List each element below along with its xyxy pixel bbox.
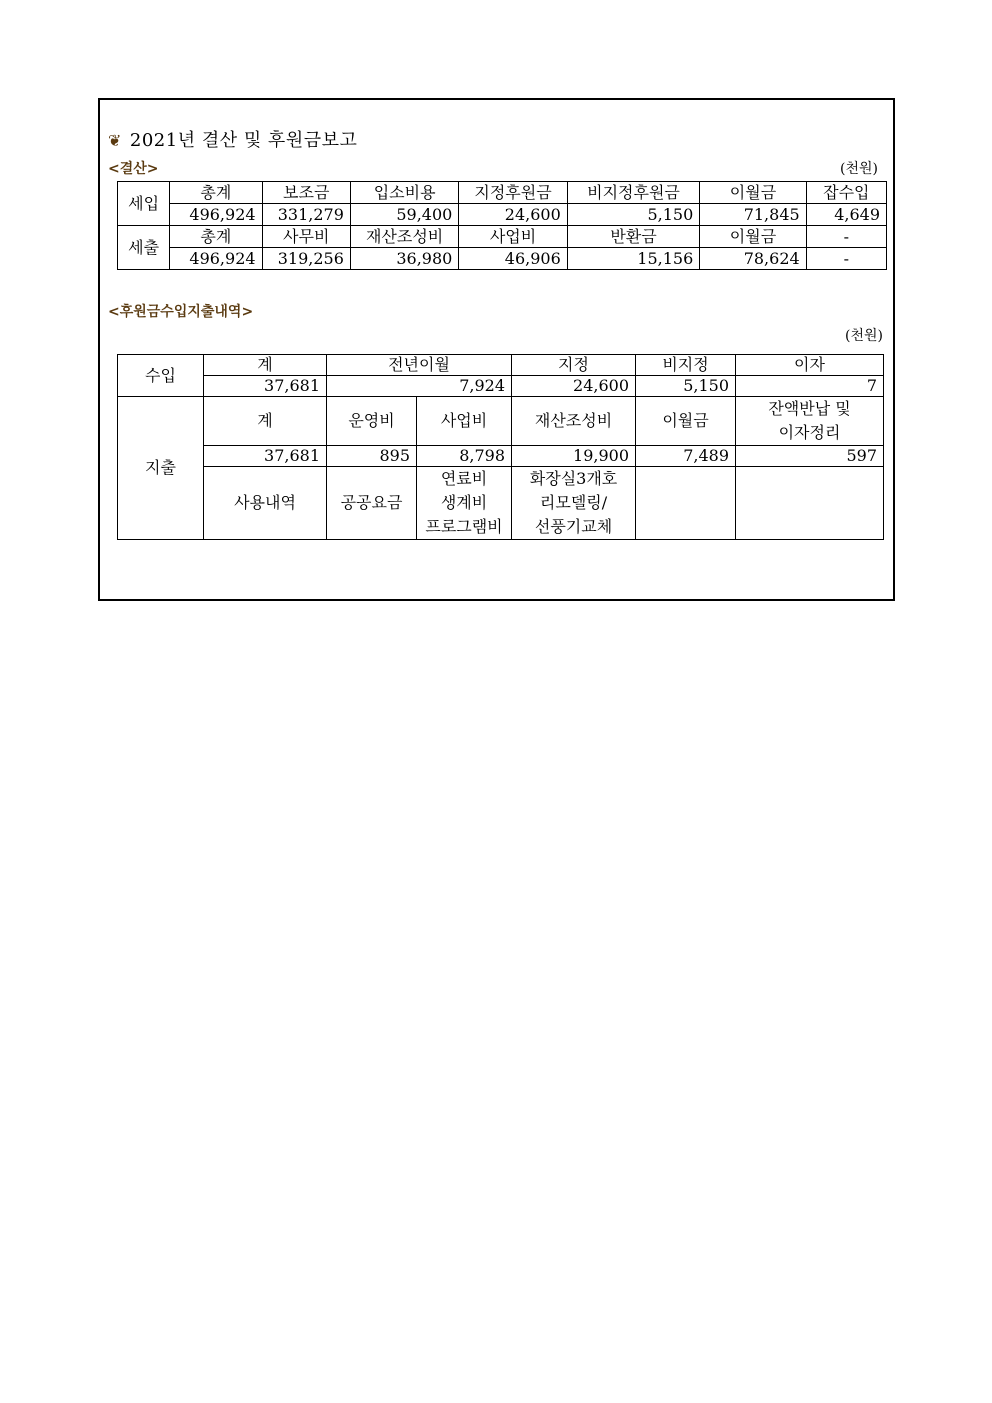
table-cell: 37,681 (204, 376, 327, 397)
table-cell: 4,649 (806, 204, 886, 226)
table-cell: 37,681 (204, 446, 327, 467)
table-cell: 사무비 (262, 226, 350, 248)
table-cell: - (806, 226, 886, 248)
donation-table (117, 354, 884, 540)
table-cell: 전년이월 (327, 355, 512, 376)
table-cell (736, 467, 884, 540)
settlement-table (117, 181, 887, 270)
table-cell: 사업비 (459, 226, 567, 248)
table-cell: 496,924 (170, 204, 262, 226)
donation-heading: <후원금수입지출내역> (108, 304, 254, 320)
expense-label: 지출 (118, 397, 204, 540)
table-cell: 895 (327, 446, 417, 467)
table-cell: 5,150 (567, 204, 700, 226)
report-title-text: 2021년 결산 및 후원금보고 (129, 130, 358, 151)
table-cell: 319,256 (262, 248, 350, 270)
revenue-label: 세입 (118, 182, 170, 226)
income-value-row (118, 376, 884, 397)
table-cell: 46,906 (459, 248, 567, 270)
table-cell: 지정 (512, 355, 636, 376)
donation-unit: (천원) (845, 328, 883, 344)
expense-label: 세출 (118, 226, 170, 270)
table-cell: 총계 (170, 226, 262, 248)
table-cell: 78,624 (700, 248, 806, 270)
table-cell: 비지정 (636, 355, 736, 376)
table-cell: 7 (736, 376, 884, 397)
table-cell: 36,980 (350, 248, 458, 270)
expense-header-row (118, 226, 887, 248)
income-label: 수입 (118, 355, 204, 397)
table-cell: 입소비용 (350, 182, 458, 204)
table-cell: - (806, 248, 886, 270)
table-cell: 반환금 (567, 226, 700, 248)
table-cell: 잡수입 (806, 182, 886, 204)
table-cell: 7,489 (636, 446, 736, 467)
settlement-unit: (천원) (840, 161, 878, 177)
table-cell: 잔액반납 및 이자정리 (736, 397, 884, 446)
table-cell: 이자 (736, 355, 884, 376)
table-cell: 59,400 (350, 204, 458, 226)
table-cell: 운영비 (327, 397, 417, 446)
table-cell: 연료비 생계비 프로그램비 (417, 467, 512, 540)
expense-value-row (118, 446, 884, 467)
usage-row (118, 467, 884, 540)
table-cell: 8,798 (417, 446, 512, 467)
table-cell: 5,150 (636, 376, 736, 397)
table-cell: 사업비 (417, 397, 512, 446)
table-cell: 331,279 (262, 204, 350, 226)
table-cell: 계 (204, 397, 327, 446)
table-cell: 7,924 (327, 376, 512, 397)
table-cell: 비지정후원금 (567, 182, 700, 204)
table-cell: 이월금 (700, 182, 806, 204)
table-cell: 보조금 (262, 182, 350, 204)
settlement-heading: <결산> (108, 161, 159, 177)
table-cell: 재산조성비 (350, 226, 458, 248)
table-cell: 24,600 (459, 204, 567, 226)
flower-bullet-icon: ❦ (108, 131, 122, 150)
table-cell: 재산조성비 (512, 397, 636, 446)
usage-label: 사용내역 (204, 467, 327, 540)
table-cell: 19,900 (512, 446, 636, 467)
income-header-row (118, 355, 884, 376)
table-cell: 공공요금 (327, 467, 417, 540)
expense-header-row (118, 397, 884, 446)
table-cell: 계 (204, 355, 327, 376)
revenue-header-row (118, 182, 887, 204)
table-cell (636, 467, 736, 540)
table-cell: 이월금 (700, 226, 806, 248)
table-cell: 597 (736, 446, 884, 467)
table-cell: 화장실3개호 리모델링/ 선풍기교체 (512, 467, 636, 540)
table-cell: 총계 (170, 182, 262, 204)
report-title (108, 126, 357, 152)
table-cell: 이월금 (636, 397, 736, 446)
table-cell: 24,600 (512, 376, 636, 397)
table-cell: 71,845 (700, 204, 806, 226)
revenue-value-row (118, 204, 887, 226)
expense-value-row (118, 248, 887, 270)
table-cell: 496,924 (170, 248, 262, 270)
table-cell: 15,156 (567, 248, 700, 270)
table-cell: 지정후원금 (459, 182, 567, 204)
